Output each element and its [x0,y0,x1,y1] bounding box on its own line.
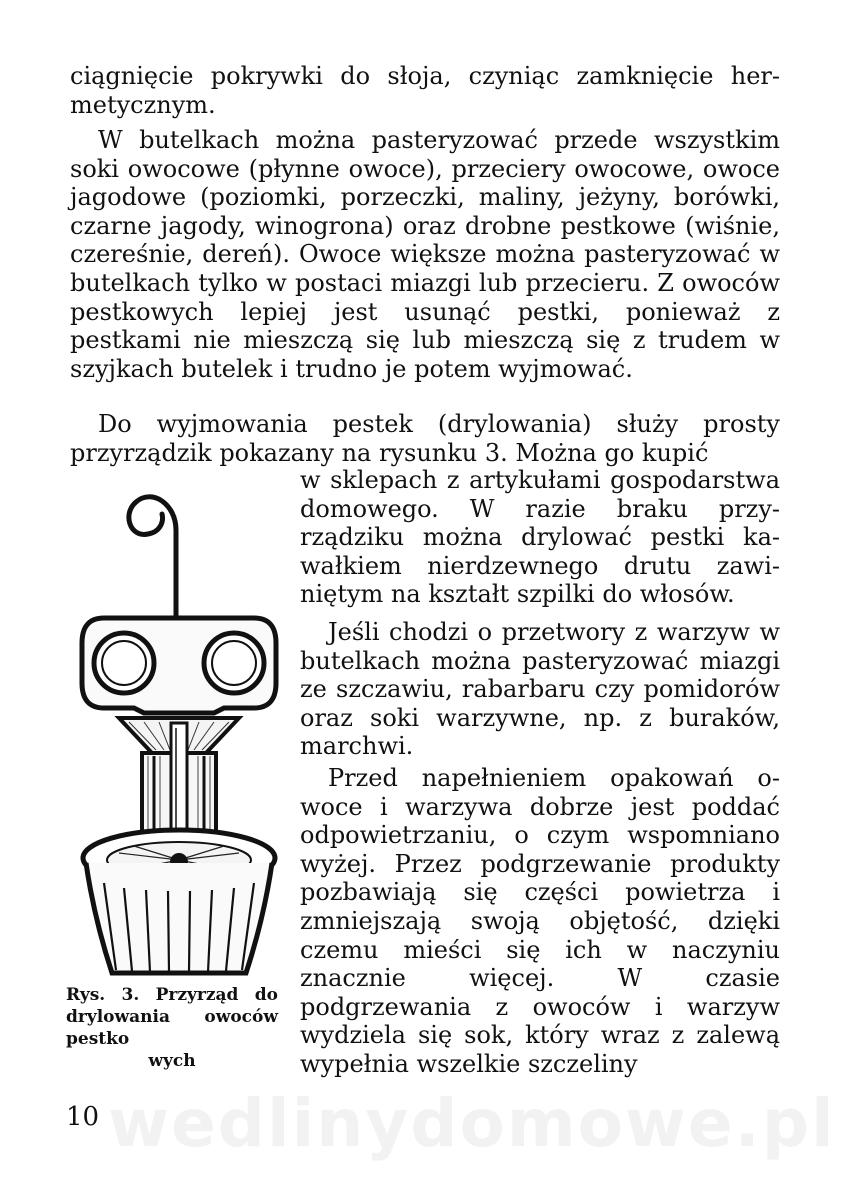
paragraph-2: W butelkach można pasteryzować przede wszystkim soki owocowe (płynne owoce), przeciery owocowe, owoce jagodowe (poziomki, porzeczki, maliny, jeżyny, borówki, czarne jagody, winogrona) oraz drobne pestkowe (wiśnie, czereśnie, dereń). Owoce większe można pasteryzować w butelkach tylko w postaci miazgi lub przecieru. Z owoców pestkowych lepiej jest usunąć pestki, ponieważ z pestkami nie mieszczą się lub mieszczą się z trudem w szyjkach butelek i trudno je potem wyjmować. [70,126,780,383]
figure-caption [66,984,278,1072]
paragraph-1: ciągnięcie pokrywki do słoja, czyniąc zamknięcie hermetycznym. [70,62,780,119]
page-number: 10 [66,1102,100,1132]
figure-caption-main: Rys. 3. Przyrząd do drylowania owoców pestko [66,985,278,1049]
watermark: wedlinydomowe.pl [108,1085,836,1162]
paragraph-4: Jeśli chodzi o przetwory z warzyw w butelkach można pasteryzować miazgi ze szczawiu, rabarbaru czy pomidorów oraz soki warzywne, np. z buraków, marchwi. [300,618,780,761]
paragraph-3-continued: w sklepach z artykułami gospodarstwa domowego. W razie braku przyrządziku można drylować pestki kawałkiem nierdzewnego drutu zawiniętym na kształt szpilki do włosów. [300,466,780,609]
paragraph-3-start: Do wyjmowania pestek (drylowania) służy prosty przyrządzik pokazany na rysunku 3. Można go kupić [70,410,780,467]
figure-caption-end: wych [148,1051,196,1071]
pitter-tool-illustration [64,478,294,978]
paragraph-5: Przed napełnieniem opakowań owoce i warzywa dobrze jest poddać odpowietrzaniu, o czym wspomniano wyżej. Przez podgrzewanie produkty pozbawiają się części powietrza i zmniejszają swoją objętość, dzięki czemu mieści się ich w naczyniu znacznie więcej. W czasie podgrzewania z owoców i warzyw wydziela się sok, który wraz z zalewą wypełnia wszelkie szczeliny [300,764,780,1078]
